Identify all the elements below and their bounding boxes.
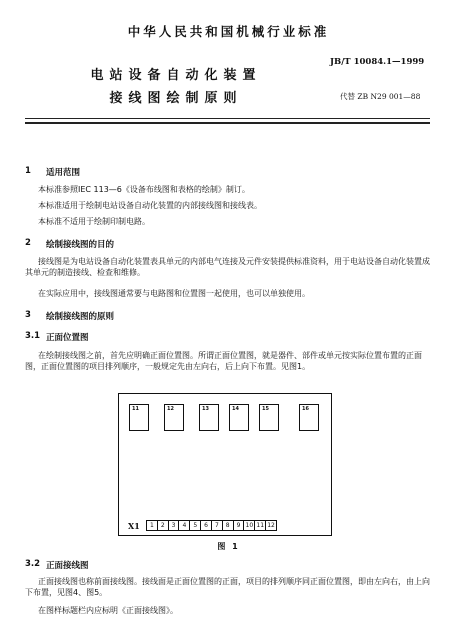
terminal-cell: 6 [201, 521, 212, 530]
terminal-strip-label: X1 [128, 521, 140, 531]
section-number: 1 [25, 166, 31, 176]
unit-label: 11 [132, 406, 139, 412]
terminal-cell: 7 [212, 521, 223, 530]
paragraph: 本标准适用于绘制电站设备自动化装置的内部接线图和接线表。 [38, 201, 262, 210]
figure-caption: 图 1 [217, 542, 240, 551]
header-rule-bottom [25, 122, 430, 124]
document-title-line1: 电站设备自动化装置 [90, 68, 262, 83]
document-title-line2: 接线图绘制原则 [109, 91, 243, 106]
unit-box [259, 404, 279, 431]
section-number: 3.2 [25, 559, 41, 569]
standard-number: JB/T 10084.1—1999 [330, 57, 425, 67]
replaces-standard: 代替 ZB N29 001—88 [340, 92, 421, 101]
unit-box [129, 404, 149, 431]
unit-label: 13 [202, 406, 209, 412]
unit-label: 15 [262, 406, 269, 412]
paragraph: 本标准参照IEC 113—6《设备布线图和表格的绘制》制订。 [38, 185, 250, 194]
figure-1-frame [118, 393, 332, 536]
unit-label: 12 [167, 406, 174, 412]
paragraph: 在实际应用中，接线图通常要与电路图和位置图一起使用，也可以单独使用。 [38, 289, 310, 298]
terminal-cell: 2 [158, 521, 169, 530]
unit-box [164, 404, 184, 431]
terminal-cell: 11 [255, 521, 266, 530]
section-number: 2 [25, 238, 31, 248]
unit-label: 16 [302, 406, 309, 412]
terminal-strip [146, 520, 277, 531]
terminal-cell: 4 [179, 521, 190, 530]
standard-header: 中华人民共和国机械行业标准 [127, 24, 330, 39]
terminal-cell: 10 [244, 521, 255, 530]
unit-box [199, 404, 219, 431]
terminal-cell: 1 [147, 521, 158, 530]
section-number: 3 [25, 310, 31, 320]
paragraph: 接线图是为电站设备自动化装置表具单元的内部电气连接及元件安装提供标准资料，用于电站设备自动化装置成其单元的制造接线、检查和维修。 [25, 257, 430, 277]
section-heading: 绘制接线图的原则 [46, 312, 115, 322]
section-heading: 绘制接线图的目的 [46, 240, 115, 250]
unit-box [229, 404, 249, 431]
paragraph: 在绘制接线图之前，首先应明确正面位置图。所谓正面位置图，就是器件、部件或单元按实际位置布置的正面图，正面位置图的项目排列顺序，一般规定先由左向右，后上向下布置。见图1。 [25, 351, 422, 371]
paragraph: 本标准不适用于绘制印制电路。 [38, 217, 150, 226]
terminal-cell: 8 [223, 521, 234, 530]
terminal-cell: 12 [267, 522, 275, 529]
section-heading: 正面位置图 [46, 333, 89, 343]
terminal-cell: 5 [190, 521, 201, 530]
terminal-cell: 3 [169, 521, 180, 530]
section-heading: 适用范围 [46, 168, 81, 178]
header-rule-top [25, 118, 430, 119]
paragraph: 正面接线图也称前面接线图。接线面是正面位置图的正面，项目的排列顺序同正面位置图，即由左向右，由上向下布置，见图4、图5。 [25, 577, 430, 597]
unit-label: 14 [232, 406, 239, 412]
paragraph: 在图样标题栏内应标明《正面接线图》。 [38, 606, 178, 615]
unit-box [299, 404, 319, 431]
section-number: 3.1 [25, 331, 41, 341]
section-heading: 正面接线图 [46, 561, 89, 571]
terminal-cell: 9 [234, 521, 245, 530]
